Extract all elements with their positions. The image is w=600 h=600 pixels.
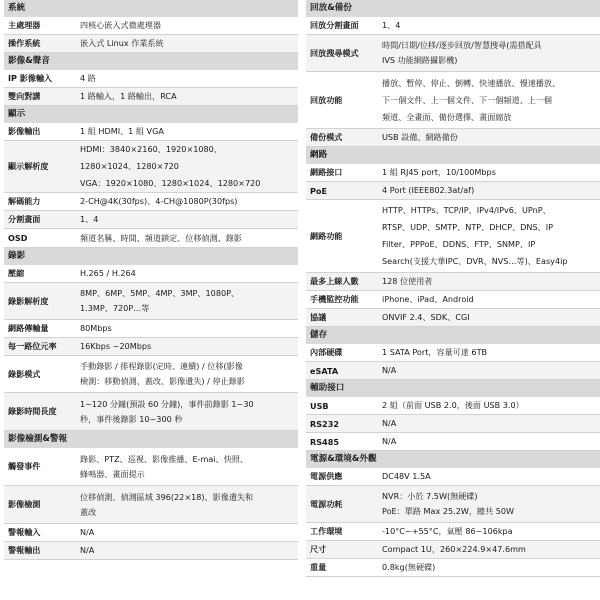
section-rows <box>4 70 298 106</box>
section-header: 系統 <box>4 0 298 17</box>
spec-value-line: 1280×1024、1280×720 <box>80 161 179 171</box>
spec-value-line: 1、4 <box>80 214 99 224</box>
spec-value <box>378 163 600 182</box>
spec-value-line: 1~120 分鐘(預設 60 分鐘)，事件前錄影 1~30 <box>80 398 254 409</box>
spec-label: 網路傳輸量 <box>8 323 49 333</box>
spec-value-line: PoE：單路 Max 25.2W，總共 50W <box>382 506 514 516</box>
spec-value-line: 蓋改 <box>80 506 97 517</box>
spec-value-line: N/A <box>382 436 397 446</box>
spec-value-line: ONVIF 2.4、SDK、CGI <box>382 312 470 322</box>
spec-label: 內部硬碟 <box>310 347 343 357</box>
spec-value <box>76 319 298 338</box>
spec-value <box>378 487 600 521</box>
spec-value-line: 秒，事件後錄影 10~300 秒 <box>80 413 183 424</box>
spec-label: 顯示解析度 <box>8 161 49 171</box>
spec-row <box>306 397 600 415</box>
spec-value-line: N/A <box>80 545 95 555</box>
spec-value-line: IVS 功能網路攝影機) <box>382 55 458 65</box>
spec-row <box>4 35 298 53</box>
spec-value-line: 播放、暫停、停止、倒轉、快速播放、慢速播放、 <box>382 77 561 88</box>
spec-value-line: 80Mbps <box>80 323 112 333</box>
spec-value-line: 1 SATA Port，容量可達 6TB <box>382 347 488 357</box>
spec-value-line: 頻道、全畫面、備份選擇、畫面縮放 <box>382 111 512 122</box>
spec-label: IP 影像輸入 <box>8 73 53 83</box>
spec-value <box>76 264 298 283</box>
spec-value <box>76 488 298 522</box>
spec-label: 回放搜尋模式 <box>310 47 359 58</box>
spec-label: 影像檢測 <box>8 499 41 509</box>
section-rows <box>306 17 600 147</box>
spec-value-line: 1 路輸入，1 路輸出，RCA <box>80 91 177 101</box>
spec-value <box>378 16 600 35</box>
spec-value-line: N/A <box>80 527 95 537</box>
spec-label: 網路功能 <box>310 230 343 241</box>
spec-value <box>76 450 298 484</box>
spec-section <box>306 380 600 451</box>
spec-label: OSD <box>8 233 28 243</box>
spec-row <box>4 486 298 524</box>
spec-label: 影像輸出 <box>8 126 41 136</box>
spec-value <box>76 69 298 88</box>
spec-value <box>76 229 298 248</box>
spec-section <box>306 0 600 147</box>
spec-value <box>378 414 600 433</box>
spec-row <box>306 273 600 291</box>
right-spec-column <box>306 0 600 577</box>
spec-value <box>378 522 600 541</box>
spec-label: PoE <box>310 185 328 196</box>
spec-value-line: 2 組（前面 USB 2.0，後面 USB 3.0） <box>382 400 524 410</box>
spec-row <box>306 309 600 327</box>
section-header: 影像檢測&警報 <box>4 431 298 448</box>
spec-label: 警報輸入 <box>8 527 41 537</box>
spec-row <box>306 362 600 380</box>
spec-section <box>4 0 298 53</box>
spec-row <box>4 338 298 356</box>
spec-value-line: 檢測：移動偵測、蓋改、影像遺失) / 停止錄影 <box>80 376 245 386</box>
spec-row <box>4 265 298 283</box>
spec-row <box>306 468 600 486</box>
spec-section <box>4 53 298 106</box>
spec-value-line: N/A <box>382 365 397 375</box>
spec-value <box>76 87 298 106</box>
spec-value-line: 4 Port (IEEE802.3at/af) <box>382 185 475 195</box>
spec-value-line: VGA：1920×1080、1280×1024、1280×720 <box>80 178 261 188</box>
spec-value-line: DC48V 1.5A <box>382 471 431 481</box>
spec-value-line: iPhone、iPad、Android <box>382 294 474 304</box>
spec-value-line: 時間/日期/位移/逐步回放/智慧搜尋(需搭配具 <box>382 40 542 50</box>
spec-value <box>378 200 600 272</box>
section-rows <box>306 397 600 451</box>
spec-value <box>76 337 298 356</box>
spec-value-line: 2-CH@4K(30fps)、4-CH@1080P(30fps) <box>80 196 238 206</box>
spec-value <box>76 34 298 53</box>
spec-value <box>378 272 600 291</box>
spec-row <box>4 88 298 106</box>
spec-row <box>306 72 600 129</box>
spec-value-line: 1 組 HDMI、1 組 VGA <box>80 126 164 136</box>
spec-row <box>306 17 600 35</box>
spec-section <box>4 248 298 431</box>
spec-value-line: RTSP、UDP、SMTP、NTP、DHCP、DNS、IP <box>382 222 553 232</box>
spec-value <box>76 357 298 391</box>
spec-label: 電源供應 <box>310 471 343 481</box>
spec-label: 雙向對講 <box>8 91 41 101</box>
section-header: 顯示 <box>4 106 298 123</box>
spec-section <box>4 431 298 560</box>
spec-value <box>378 181 600 200</box>
spec-row <box>4 193 298 211</box>
spec-label: 尺寸 <box>310 544 327 554</box>
spec-label: 警報輸出 <box>8 545 41 555</box>
spec-label: 手機監控功能 <box>310 294 359 304</box>
left-spec-column <box>4 0 298 560</box>
spec-value <box>378 467 600 486</box>
spec-value <box>76 284 298 318</box>
spec-section <box>306 147 600 327</box>
spec-label: RS485 <box>310 436 339 447</box>
spec-value <box>378 540 600 559</box>
spec-value-line: HTTP、HTTPs、TCP/IP、IPv4/IPv6、UPnP、 <box>382 205 551 215</box>
spec-row <box>306 523 600 541</box>
spec-value <box>76 541 298 560</box>
spec-value-line: 128 位使用者 <box>382 276 433 286</box>
section-header: 輔助接口 <box>306 380 600 397</box>
spec-value-line: 16Kbps ~20Mbps <box>80 341 152 351</box>
spec-section <box>306 327 600 380</box>
spec-row <box>4 141 298 193</box>
spec-label: eSATA <box>310 365 339 376</box>
section-header: 回放&備份 <box>306 0 600 17</box>
spec-value <box>378 432 600 451</box>
spec-value <box>378 558 600 577</box>
section-rows <box>4 17 298 53</box>
spec-value-line: 1、4 <box>382 20 401 30</box>
section-header: 錄影 <box>4 248 298 265</box>
spec-label: 錄影時間長度 <box>8 406 57 416</box>
spec-value-line: 1.3MP、720P…等 <box>80 303 150 313</box>
spec-row <box>306 129 600 147</box>
spec-value-line: 手動錄影 / 排程錄影(定時、連續) / 位移(影像 <box>80 361 243 371</box>
spec-label: 錄影模式 <box>8 368 41 379</box>
section-header: 儲存 <box>306 327 600 344</box>
spec-label: 壓縮 <box>8 268 25 278</box>
spec-row <box>306 164 600 182</box>
spec-label: 網路接口 <box>310 167 343 177</box>
spec-row <box>306 35 600 72</box>
section-rows <box>306 164 600 327</box>
spec-value-line: 頻道名稱、時間、頻道鎖定、位移偵測、錄影 <box>80 232 242 243</box>
spec-value <box>378 36 600 70</box>
spec-label: 每一路位元率 <box>8 341 57 351</box>
spec-value <box>378 290 600 309</box>
spec-label: 回放分割畫面 <box>310 20 359 30</box>
spec-value-line: -10°C~+55°C，氣壓 86~106kpa <box>382 526 513 536</box>
spec-value-line: Compact 1U，260×224.9×47.6mm <box>382 544 526 554</box>
spec-label: USB <box>310 400 329 411</box>
spec-value-line: 0.8kg(無硬碟) <box>382 562 436 572</box>
spec-value <box>76 523 298 542</box>
section-rows <box>306 344 600 380</box>
spec-row <box>306 344 600 362</box>
spec-row <box>306 559 600 577</box>
spec-label: RS232 <box>310 418 339 429</box>
spec-label: 最多上線人數 <box>310 276 359 286</box>
section-rows <box>4 448 298 560</box>
spec-row <box>4 448 298 486</box>
section-header: 電源&環境&外觀 <box>306 451 600 468</box>
spec-value-line: 嵌入式 Linux 作業系統 <box>80 38 164 48</box>
spec-value <box>76 16 298 35</box>
spec-row <box>306 541 600 559</box>
spec-row <box>4 393 298 431</box>
spec-row <box>4 542 298 560</box>
spec-row <box>4 211 298 229</box>
spec-label: 分割畫面 <box>8 214 41 224</box>
spec-value-line: 位移偵測、偵測區域 396(22×18)、影像遺失和 <box>80 491 254 502</box>
spec-row <box>306 200 600 273</box>
spec-value-line: H.265 / H.264 <box>80 268 136 278</box>
spec-value-line: HDMI：3840×2160、1920×1080、 <box>80 144 222 154</box>
spec-value-line: USB 設備、網路備份 <box>382 132 458 142</box>
spec-value <box>76 395 298 429</box>
spec-value <box>76 210 298 229</box>
spec-value <box>378 361 600 380</box>
spec-label: 主處理器 <box>8 20 41 30</box>
spec-value-line: 1 組 RJ45 port，10/100Mbps <box>382 167 496 177</box>
spec-row <box>4 17 298 35</box>
spec-value-line: NVR：小於 7.5W(無硬碟) <box>382 491 478 501</box>
spec-value <box>76 192 298 211</box>
spec-label: 重量 <box>310 562 327 572</box>
spec-value-line: 蜂鳴器、畫面提示 <box>80 468 145 479</box>
spec-row <box>306 182 600 200</box>
spec-value-line: Filter、PPPoE、DDNS、FTP、SNMP、IP <box>382 239 536 249</box>
spec-value <box>378 308 600 327</box>
spec-value-line: 8MP、6MP、5MP、4MP、3MP、1080P、 <box>80 288 240 298</box>
spec-value <box>378 73 600 128</box>
section-rows <box>4 265 298 431</box>
spec-row <box>4 524 298 542</box>
spec-label: 回放功能 <box>310 94 343 105</box>
spec-value-line: 下一個文件、上一個文件、下一個頻道、上一個 <box>382 94 552 105</box>
spec-value-line: 四核心嵌入式微處理器 <box>80 20 161 30</box>
spec-section <box>4 106 298 248</box>
spec-row <box>306 433 600 451</box>
spec-row <box>306 486 600 523</box>
spec-label: 備份模式 <box>310 132 343 142</box>
spec-label: 錄影解析度 <box>8 295 49 306</box>
spec-label: 操作系統 <box>8 38 41 48</box>
spec-row <box>4 356 298 393</box>
spec-value-line: Search(支援大華IPC、DVR、NVS…等)、Easy4ip <box>382 256 568 266</box>
spec-value-line: 4 路 <box>80 73 96 83</box>
section-header: 網路 <box>306 147 600 164</box>
spec-row <box>4 70 298 88</box>
spec-value <box>378 396 600 415</box>
spec-value <box>76 139 298 194</box>
spec-label: 解碼能力 <box>8 196 41 206</box>
section-rows <box>306 468 600 577</box>
spec-row <box>306 415 600 433</box>
spec-label: 電源功耗 <box>310 498 343 509</box>
spec-row <box>4 320 298 338</box>
spec-row <box>306 291 600 309</box>
spec-value-line: 錄影、PTZ、巡視、影像推播、E-mai、快照、 <box>80 453 248 464</box>
spec-value-line: N/A <box>382 418 397 428</box>
spec-label: 工作環境 <box>310 526 343 536</box>
spec-row <box>4 283 298 320</box>
spec-value <box>378 343 600 362</box>
spec-row <box>4 229 298 248</box>
spec-section <box>306 451 600 577</box>
spec-value <box>378 128 600 147</box>
section-header: 影像&聲音 <box>4 53 298 70</box>
spec-label: 觸發事件 <box>8 461 41 471</box>
section-rows <box>4 123 298 248</box>
spec-label: 協議 <box>310 312 327 322</box>
